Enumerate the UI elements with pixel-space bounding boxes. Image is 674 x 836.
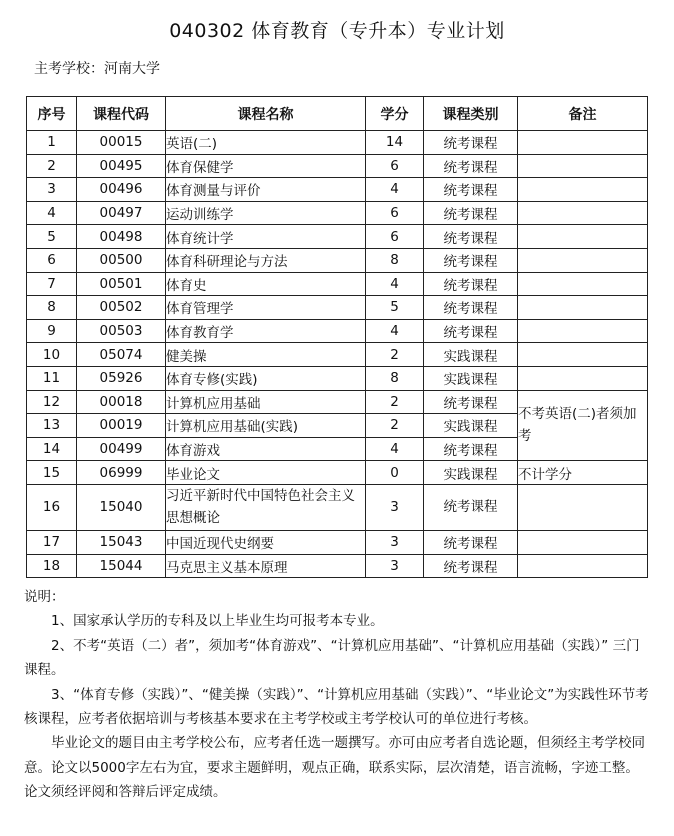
cell-code: 15043 bbox=[77, 530, 166, 554]
cell-name: 体育测量与评价 bbox=[166, 178, 366, 202]
cell-note bbox=[518, 554, 648, 578]
remark-no-credit: 不计学分 bbox=[518, 461, 648, 485]
table-row bbox=[27, 201, 648, 225]
cell-note bbox=[518, 319, 648, 343]
cell-seq: 2 bbox=[27, 154, 77, 178]
cell-code: 00496 bbox=[77, 178, 166, 202]
cell-note bbox=[518, 225, 648, 249]
cell-code: 00501 bbox=[77, 272, 166, 296]
cell-type: 统考课程 bbox=[424, 225, 518, 249]
cell-credit: 6 bbox=[366, 154, 424, 178]
cell-name: 体育专修(实践) bbox=[166, 366, 366, 390]
cell-name: 中国近现代史纲要 bbox=[166, 530, 366, 554]
cell-seq: 10 bbox=[27, 343, 77, 367]
cell-type: 统考课程 bbox=[424, 178, 518, 202]
cell-note bbox=[518, 272, 648, 296]
course-plan-table bbox=[26, 96, 648, 578]
table-row bbox=[27, 154, 648, 178]
cell-name: 体育管理学 bbox=[166, 296, 366, 320]
table-row bbox=[27, 248, 648, 272]
cell-note bbox=[518, 248, 648, 272]
cell-name: 马克思主义基本原理 bbox=[166, 554, 366, 578]
cell-seq: 15 bbox=[27, 461, 77, 485]
cell-name: 体育教育学 bbox=[166, 319, 366, 343]
table-row bbox=[27, 484, 648, 530]
cell-seq: 5 bbox=[27, 225, 77, 249]
cell-type: 统考课程 bbox=[424, 272, 518, 296]
cell-seq: 1 bbox=[27, 131, 77, 155]
cell-type: 统考课程 bbox=[424, 319, 518, 343]
table-row bbox=[27, 225, 648, 249]
header-seq: 序号 bbox=[27, 97, 77, 131]
host-school: 主考学校：河南大学 bbox=[34, 61, 160, 77]
header-code: 课程代码 bbox=[77, 97, 166, 131]
cell-name: 毕业论文 bbox=[166, 461, 366, 485]
cell-seq: 3 bbox=[27, 178, 77, 202]
cell-type: 实践课程 bbox=[424, 414, 518, 438]
cell-credit: 14 bbox=[366, 131, 424, 155]
cell-note bbox=[518, 343, 648, 367]
table-row bbox=[27, 461, 648, 485]
cell-credit: 6 bbox=[366, 225, 424, 249]
cell-type: 实践课程 bbox=[424, 461, 518, 485]
cell-note bbox=[518, 154, 648, 178]
cell-code: 06999 bbox=[77, 461, 166, 485]
header-name: 课程名称 bbox=[166, 97, 366, 131]
cell-type: 统考课程 bbox=[424, 201, 518, 225]
cell-code: 15040 bbox=[77, 484, 166, 530]
cell-code: 00495 bbox=[77, 154, 166, 178]
cell-credit: 2 bbox=[366, 414, 424, 438]
cell-note bbox=[518, 484, 648, 530]
table-row bbox=[27, 530, 648, 554]
cell-note bbox=[518, 178, 648, 202]
header-credit: 学分 bbox=[366, 97, 424, 131]
cell-name: 体育史 bbox=[166, 272, 366, 296]
cell-seq: 18 bbox=[27, 554, 77, 578]
cell-note bbox=[518, 366, 648, 390]
cell-type: 统考课程 bbox=[424, 554, 518, 578]
cell-credit: 2 bbox=[366, 390, 424, 414]
cell-code: 00500 bbox=[77, 248, 166, 272]
cell-credit: 8 bbox=[366, 366, 424, 390]
page-title: 040302 体育教育（专升本）专业计划 bbox=[169, 20, 505, 42]
note-item: 毕业论文的题目由主考学校公布，应考者任选一题撰写。亦可由应考者自选论题，但须经主考学校同意。论文以5000字左右为宜，要求主题鲜明，观点正确，联系实际，层次清楚，语言流畅，字迹工整。论文须经评阅和答辩后评定成绩。 bbox=[24, 735, 645, 801]
cell-code: 00015 bbox=[77, 131, 166, 155]
cell-type: 统考课程 bbox=[424, 296, 518, 320]
header-type: 课程类别 bbox=[424, 97, 518, 131]
cell-code: 05926 bbox=[77, 366, 166, 390]
notes-section bbox=[24, 585, 650, 805]
cell-type: 统考课程 bbox=[424, 131, 518, 155]
table-row bbox=[27, 390, 648, 414]
table-header-row bbox=[27, 97, 648, 131]
notes-heading: 说明： bbox=[24, 589, 65, 605]
cell-credit: 3 bbox=[366, 554, 424, 578]
cell-credit: 8 bbox=[366, 248, 424, 272]
cell-name: 运动训练学 bbox=[166, 201, 366, 225]
cell-credit: 2 bbox=[366, 343, 424, 367]
cell-credit: 3 bbox=[366, 484, 424, 530]
cell-seq: 14 bbox=[27, 437, 77, 461]
cell-code: 00498 bbox=[77, 225, 166, 249]
table-row bbox=[27, 272, 648, 296]
note-item: 1、国家承认学历的专科及以上毕业生均可报考本专业。 bbox=[51, 613, 384, 630]
cell-seq: 12 bbox=[27, 390, 77, 414]
note-item: 2、不考“英语（二）者”，须加考“体育游戏”、“计算机应用基础”、“计算机应用基础（实践）” 三门课程。 bbox=[24, 637, 640, 679]
cell-type: 统考课程 bbox=[424, 154, 518, 178]
cell-name: 健美操 bbox=[166, 343, 366, 367]
cell-seq: 9 bbox=[27, 319, 77, 343]
cell-name: 体育统计学 bbox=[166, 225, 366, 249]
table-row bbox=[27, 131, 648, 155]
cell-seq: 11 bbox=[27, 366, 77, 390]
cell-type: 统考课程 bbox=[424, 437, 518, 461]
cell-name: 计算机应用基础(实践) bbox=[166, 414, 366, 438]
cell-seq: 16 bbox=[27, 484, 77, 530]
cell-name: 计算机应用基础 bbox=[166, 390, 366, 414]
note-item: 3、“体育专修（实践）”、“健美操（实践）”、“计算机应用基础（实践）”、“毕业论文”为实践性环节考核课程，应考者依据培训与考核基本要求在主考学校或主考学校认可的单位进行考核。 bbox=[24, 686, 649, 728]
cell-code: 00503 bbox=[77, 319, 166, 343]
cell-seq: 6 bbox=[27, 248, 77, 272]
cell-name: 体育科研理论与方法 bbox=[166, 248, 366, 272]
table-row bbox=[27, 319, 648, 343]
cell-seq: 4 bbox=[27, 201, 77, 225]
cell-credit: 0 bbox=[366, 461, 424, 485]
cell-credit: 3 bbox=[366, 530, 424, 554]
remark-english-substitute: 不考英语(二)者须加考 bbox=[518, 390, 648, 461]
cell-code: 00497 bbox=[77, 201, 166, 225]
cell-credit: 6 bbox=[366, 201, 424, 225]
cell-credit: 4 bbox=[366, 178, 424, 202]
table-row bbox=[27, 178, 648, 202]
cell-note bbox=[518, 530, 648, 554]
table-row bbox=[27, 343, 648, 367]
cell-credit: 4 bbox=[366, 319, 424, 343]
cell-note bbox=[518, 296, 648, 320]
cell-seq: 7 bbox=[27, 272, 77, 296]
header-note: 备注 bbox=[518, 97, 648, 131]
cell-code: 00502 bbox=[77, 296, 166, 320]
cell-name: 体育保健学 bbox=[166, 154, 366, 178]
cell-type: 统考课程 bbox=[424, 484, 518, 530]
cell-seq: 13 bbox=[27, 414, 77, 438]
cell-code: 00018 bbox=[77, 390, 166, 414]
cell-note bbox=[518, 131, 648, 155]
cell-credit: 5 bbox=[366, 296, 424, 320]
cell-name: 习近平新时代中国特色社会主义思想概论 bbox=[166, 484, 366, 530]
table-row bbox=[27, 366, 648, 390]
cell-seq: 8 bbox=[27, 296, 77, 320]
cell-type: 统考课程 bbox=[424, 248, 518, 272]
cell-code: 00499 bbox=[77, 437, 166, 461]
cell-code: 15044 bbox=[77, 554, 166, 578]
cell-code: 05074 bbox=[77, 343, 166, 367]
cell-type: 实践课程 bbox=[424, 366, 518, 390]
cell-name: 体育游戏 bbox=[166, 437, 366, 461]
cell-type: 实践课程 bbox=[424, 343, 518, 367]
cell-credit: 4 bbox=[366, 437, 424, 461]
cell-type: 统考课程 bbox=[424, 530, 518, 554]
table-row bbox=[27, 296, 648, 320]
cell-code: 00019 bbox=[77, 414, 166, 438]
cell-credit: 4 bbox=[366, 272, 424, 296]
cell-name: 英语(二) bbox=[166, 131, 366, 155]
table-row bbox=[27, 554, 648, 578]
cell-note bbox=[518, 201, 648, 225]
cell-type: 统考课程 bbox=[424, 390, 518, 414]
cell-seq: 17 bbox=[27, 530, 77, 554]
